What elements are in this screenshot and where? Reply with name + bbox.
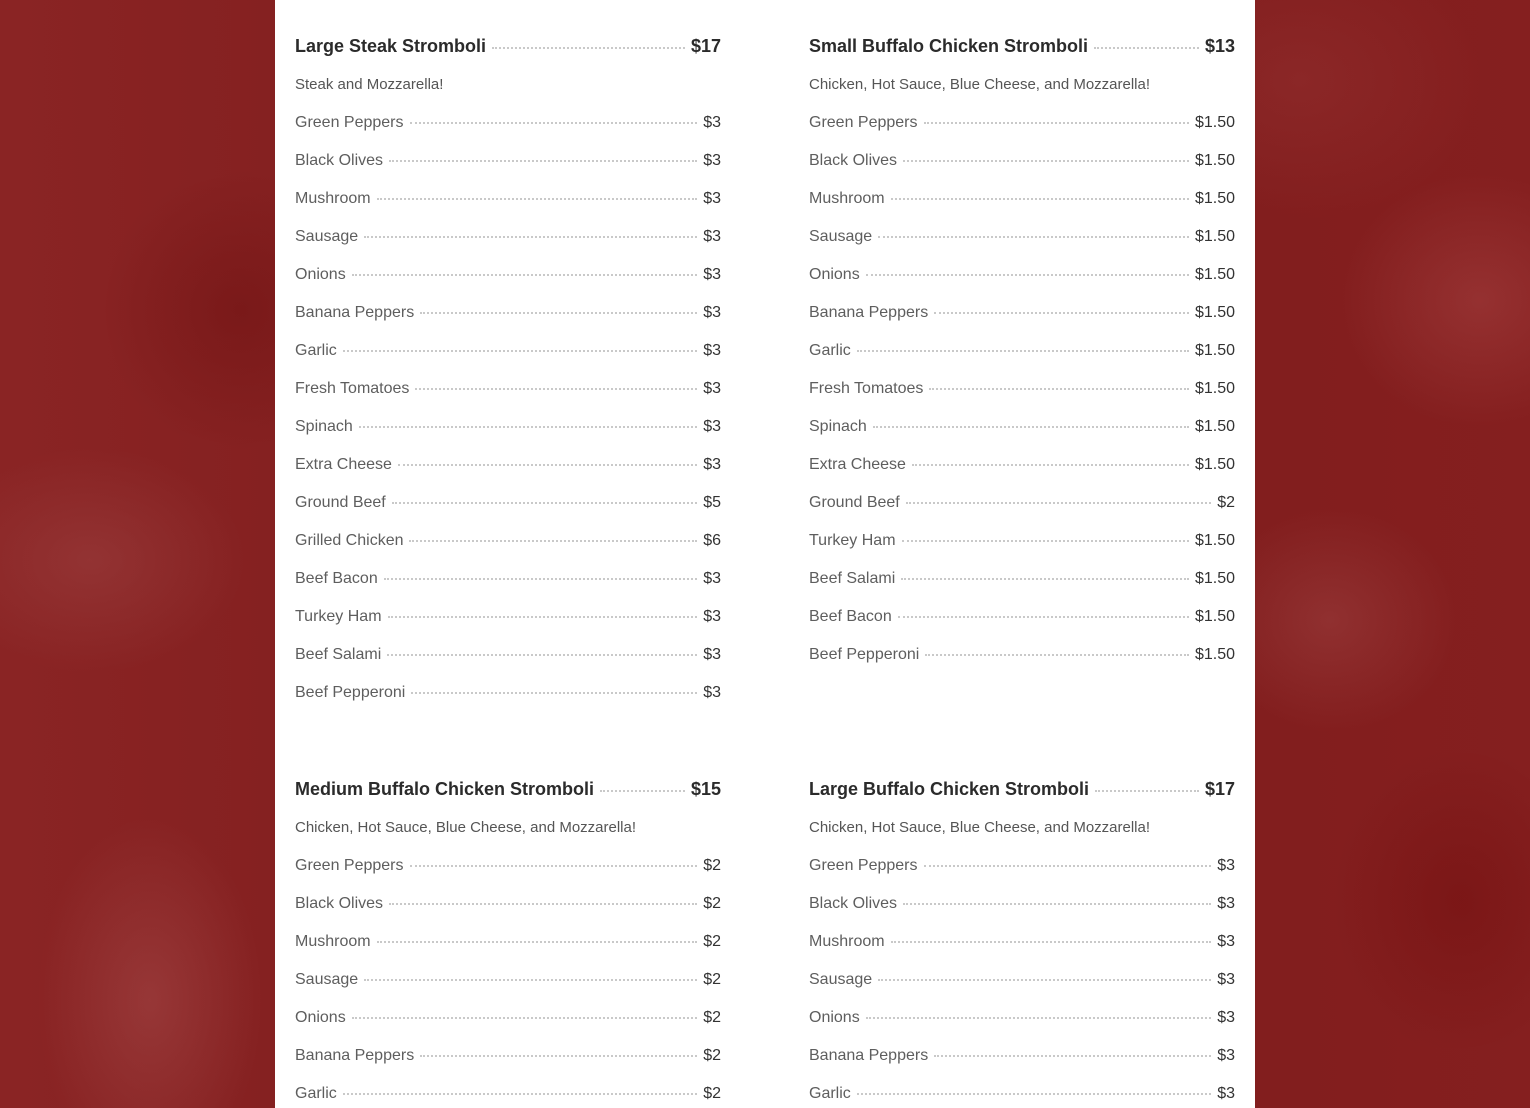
leader-dots [891, 198, 1189, 200]
leader-dots [903, 160, 1189, 162]
topping-list [809, 114, 1235, 684]
topping-price: $1.50 [1194, 418, 1235, 435]
topping-price: $3 [1217, 971, 1235, 988]
leader-dots [903, 903, 1211, 905]
topping-name: Extra Cheese [295, 456, 392, 473]
topping-row [809, 570, 1235, 608]
topping-price: $6 [703, 532, 721, 549]
leader-dots [857, 350, 1189, 352]
menu-panel [275, 0, 1255, 1108]
leader-dots [1094, 47, 1199, 49]
section-header [809, 779, 1235, 805]
topping-name: Mushroom [295, 933, 371, 950]
topping-name: Turkey Ham [809, 532, 896, 549]
topping-row [295, 684, 721, 722]
topping-name: Beef Pepperoni [295, 684, 406, 701]
topping-row [809, 1047, 1235, 1085]
topping-price: $3 [703, 608, 721, 625]
leader-dots [1095, 790, 1199, 792]
topping-name: Beef Bacon [809, 608, 892, 625]
topping-row [295, 646, 721, 684]
topping-name: Spinach [809, 418, 867, 435]
topping-row [809, 933, 1235, 971]
topping-name: Sausage [295, 228, 359, 245]
topping-row [295, 1047, 721, 1085]
topping-name: Grilled Chicken [295, 532, 404, 549]
topping-name: Sausage [809, 971, 873, 988]
topping-name: Black Olives [809, 152, 898, 169]
topping-price: $3 [703, 380, 721, 397]
topping-name: Green Peppers [295, 114, 404, 131]
topping-row [295, 152, 721, 190]
leader-dots [912, 464, 1189, 466]
leader-dots [415, 388, 697, 390]
topping-name: Beef Salami [295, 646, 382, 663]
topping-row [809, 971, 1235, 1009]
topping-row [295, 228, 721, 266]
topping-row [809, 418, 1235, 456]
topping-price: $3 [1217, 857, 1235, 874]
topping-price: $1.50 [1194, 304, 1235, 321]
topping-name: Sausage [809, 228, 873, 245]
section-title: Large Buffalo Chicken Stromboli [809, 779, 1090, 799]
topping-row [809, 190, 1235, 228]
topping-name: Banana Peppers [295, 304, 415, 321]
topping-name: Turkey Ham [295, 608, 382, 625]
topping-name: Banana Peppers [809, 304, 929, 321]
leader-dots [377, 941, 698, 943]
leader-dots [389, 903, 697, 905]
leader-dots [492, 47, 685, 49]
topping-name: Mushroom [809, 190, 885, 207]
topping-row [295, 608, 721, 646]
topping-price: $1.50 [1194, 608, 1235, 625]
topping-price: $5 [703, 494, 721, 511]
menu-section [809, 779, 1235, 1108]
topping-row [809, 342, 1235, 380]
topping-price: $1.50 [1194, 532, 1235, 549]
leader-dots [934, 312, 1189, 314]
leader-dots [924, 122, 1189, 124]
topping-price: $1.50 [1194, 380, 1235, 397]
leader-dots [878, 236, 1189, 238]
topping-price: $3 [703, 114, 721, 131]
leader-dots [359, 426, 697, 428]
topping-price: $1.50 [1194, 456, 1235, 473]
topping-row [295, 494, 721, 532]
topping-name: Beef Salami [809, 570, 896, 587]
topping-price: $3 [703, 228, 721, 245]
topping-price: $1.50 [1194, 266, 1235, 283]
leader-dots [410, 122, 698, 124]
topping-row [809, 266, 1235, 304]
topping-row [809, 494, 1235, 532]
topping-name: Onions [295, 266, 346, 283]
section-description: Chicken, Hot Sauce, Blue Cheese, and Mozzarella! [809, 819, 1151, 836]
menu-section [809, 36, 1235, 684]
leader-dots [343, 1093, 697, 1095]
topping-name: Onions [809, 1009, 860, 1026]
leader-dots [388, 616, 698, 618]
topping-list [809, 857, 1235, 1108]
topping-name: Mushroom [809, 933, 885, 950]
topping-name: Banana Peppers [295, 1047, 415, 1064]
topping-price: $3 [703, 456, 721, 473]
menu-section [295, 36, 721, 722]
topping-name: Green Peppers [809, 857, 918, 874]
topping-name: Garlic [809, 342, 851, 359]
leader-dots [906, 502, 1211, 504]
leader-dots [364, 236, 697, 238]
topping-row [809, 380, 1235, 418]
topping-name: Fresh Tomatoes [295, 380, 410, 397]
topping-price: $2 [703, 1085, 721, 1102]
section-price: $17 [1204, 779, 1235, 799]
topping-price: $3 [1217, 895, 1235, 912]
topping-name: Black Olives [809, 895, 898, 912]
topping-name: Onions [295, 1009, 346, 1026]
leader-dots [873, 426, 1189, 428]
leader-dots [410, 865, 698, 867]
topping-row [295, 190, 721, 228]
topping-row [809, 114, 1235, 152]
leader-dots [384, 578, 697, 580]
topping-name: Green Peppers [809, 114, 918, 131]
topping-row [295, 570, 721, 608]
leader-dots [420, 312, 697, 314]
topping-price: $3 [703, 190, 721, 207]
topping-row [809, 646, 1235, 684]
topping-row [295, 933, 721, 971]
topping-row [809, 532, 1235, 570]
topping-row [809, 152, 1235, 190]
leader-dots [600, 790, 685, 792]
topping-price: $3 [703, 570, 721, 587]
topping-price: $2 [703, 857, 721, 874]
topping-name: Ground Beef [809, 494, 900, 511]
topping-name: Onions [809, 266, 860, 283]
topping-row [295, 1009, 721, 1047]
leader-dots [901, 578, 1189, 580]
topping-price: $2 [703, 1009, 721, 1026]
topping-name: Green Peppers [295, 857, 404, 874]
topping-list [295, 114, 721, 722]
topping-price: $1.50 [1194, 228, 1235, 245]
topping-row [295, 304, 721, 342]
topping-price: $1.50 [1194, 646, 1235, 663]
topping-name: Banana Peppers [809, 1047, 929, 1064]
topping-name: Beef Bacon [295, 570, 378, 587]
topping-row [295, 532, 721, 570]
topping-name: Garlic [295, 342, 337, 359]
topping-price: $1.50 [1194, 114, 1235, 131]
topping-row [295, 971, 721, 1009]
section-title: Medium Buffalo Chicken Stromboli [295, 779, 595, 799]
section-price: $17 [690, 36, 721, 56]
topping-price: $3 [703, 304, 721, 321]
leader-dots [411, 692, 697, 694]
topping-price: $3 [1217, 933, 1235, 950]
topping-row [295, 895, 721, 933]
topping-name: Extra Cheese [809, 456, 906, 473]
topping-price: $3 [1217, 1047, 1235, 1064]
section-title: Large Steak Stromboli [295, 36, 487, 56]
section-description: Steak and Mozzarella! [295, 76, 444, 93]
topping-row [809, 895, 1235, 933]
topping-row [809, 608, 1235, 646]
topping-row [295, 418, 721, 456]
leader-dots [389, 160, 697, 162]
leader-dots [392, 502, 697, 504]
leader-dots [398, 464, 697, 466]
leader-dots [857, 1093, 1211, 1095]
section-price: $13 [1204, 36, 1235, 56]
section-price: $15 [690, 779, 721, 799]
leader-dots [934, 1055, 1211, 1057]
topping-row [809, 228, 1235, 266]
leader-dots [409, 540, 697, 542]
leader-dots [929, 388, 1189, 390]
topping-price: $1.50 [1194, 342, 1235, 359]
topping-name: Garlic [295, 1085, 337, 1102]
leader-dots [902, 540, 1189, 542]
topping-name: Ground Beef [295, 494, 386, 511]
section-header [295, 779, 721, 805]
topping-row [295, 114, 721, 152]
section-description: Chicken, Hot Sauce, Blue Cheese, and Mozzarella! [295, 819, 637, 836]
topping-row [295, 342, 721, 380]
menu-section [295, 779, 721, 1108]
leader-dots [866, 1017, 1212, 1019]
topping-price: $2 [703, 971, 721, 988]
topping-price: $3 [703, 266, 721, 283]
topping-name: Beef Pepperoni [809, 646, 920, 663]
section-header [809, 36, 1235, 62]
topping-name: Black Olives [295, 152, 384, 169]
topping-price: $2 [703, 1047, 721, 1064]
leader-dots [352, 1017, 698, 1019]
leader-dots [924, 865, 1212, 867]
leader-dots [878, 979, 1211, 981]
leader-dots [866, 274, 1189, 276]
topping-price: $3 [703, 152, 721, 169]
topping-price: $3 [703, 684, 721, 701]
topping-price: $3 [703, 646, 721, 663]
topping-row [809, 857, 1235, 895]
topping-row [809, 1085, 1235, 1108]
topping-row [809, 1009, 1235, 1047]
leader-dots [898, 616, 1189, 618]
leader-dots [377, 198, 698, 200]
topping-price: $3 [1217, 1009, 1235, 1026]
leader-dots [925, 654, 1189, 656]
topping-row [295, 456, 721, 494]
topping-row [809, 304, 1235, 342]
section-description: Chicken, Hot Sauce, Blue Cheese, and Mozzarella! [809, 76, 1151, 93]
topping-row [809, 456, 1235, 494]
topping-price: $2 [1217, 494, 1235, 511]
topping-list [295, 857, 721, 1108]
topping-price: $1.50 [1194, 152, 1235, 169]
leader-dots [352, 274, 698, 276]
topping-row [295, 266, 721, 304]
topping-row [295, 380, 721, 418]
topping-name: Sausage [295, 971, 359, 988]
topping-price: $2 [703, 933, 721, 950]
topping-price: $1.50 [1194, 190, 1235, 207]
leader-dots [891, 941, 1212, 943]
topping-name: Black Olives [295, 895, 384, 912]
section-header [295, 36, 721, 62]
topping-price: $3 [703, 418, 721, 435]
topping-name: Fresh Tomatoes [809, 380, 924, 397]
topping-name: Spinach [295, 418, 353, 435]
section-title: Small Buffalo Chicken Stromboli [809, 36, 1089, 56]
leader-dots [387, 654, 697, 656]
leader-dots [364, 979, 697, 981]
topping-name: Garlic [809, 1085, 851, 1102]
topping-price: $3 [1217, 1085, 1235, 1102]
topping-price: $1.50 [1194, 570, 1235, 587]
leader-dots [420, 1055, 697, 1057]
topping-row [295, 857, 721, 895]
topping-row [295, 1085, 721, 1108]
leader-dots [343, 350, 697, 352]
topping-price: $3 [703, 342, 721, 359]
topping-name: Mushroom [295, 190, 371, 207]
topping-price: $2 [703, 895, 721, 912]
